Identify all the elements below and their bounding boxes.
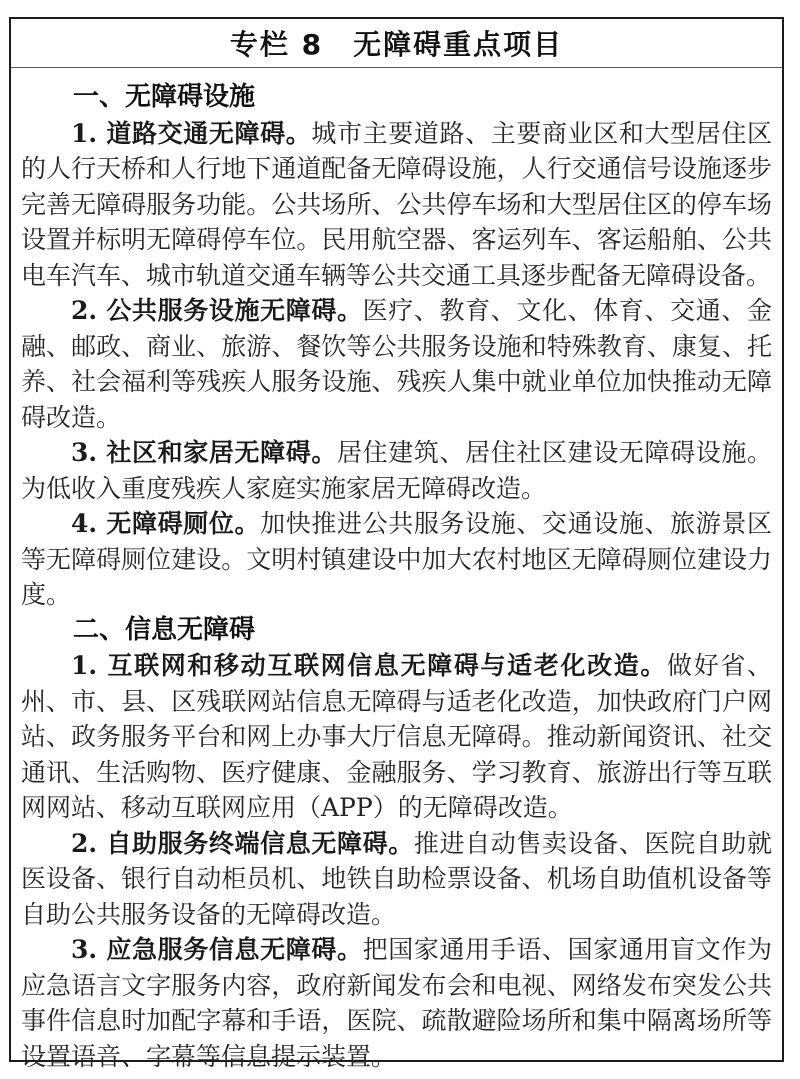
item-paragraph xyxy=(21,826,772,933)
panel-body xyxy=(11,68,782,1074)
item-body: 推进自动售卖设备、医院自助就医设备、银行自动柜员机、地铁自助检票设备、机场自助值机设备等自助公共服务设备的无障碍改造。 xyxy=(21,828,772,929)
section-heading: 一、无障碍设施 xyxy=(73,82,256,112)
item-paragraph xyxy=(21,435,772,506)
panel-title: 专栏 8 无障碍重点项目 xyxy=(229,28,564,61)
item-body: 居住建筑、居住社区建设无障碍设施。为低收入重度残疾人家庭实施家居无障碍改造。 xyxy=(21,438,772,503)
item-lead: 3. 应急服务信息无障碍。 xyxy=(71,935,363,964)
item-body: 做好省、州、市、县、区残联网站信息无障碍与适老化改造，加快政府门户网站、政务服务平台和网上办事大厅信息无障碍。推动新闻资讯、社交通讯、生活购物、医疗健康、金融服务、学习教育、旅游出行等互联网网站、移动互联网应用（APP）的无障碍改造。 xyxy=(21,651,772,822)
item-body: 城市主要道路、主要商业区和大型居住区的人行天桥和人行地下通道配备无障碍设施，人行交通信号设施逐步完善无障碍服务功能。公共场所、公共停车场和大型居住区的停车场设置并标明无障碍停车位。民用航空器、客运列车、客运船舶、公共电车汽车、城市轨道交通车辆等公共交通工具逐步配备无障碍设备。 xyxy=(21,118,772,290)
item-lead: 4. 无障碍厕位。 xyxy=(71,509,261,538)
item-lead: 2. 公共服务设施无障碍。 xyxy=(71,296,363,325)
panel-title-bar xyxy=(11,19,782,68)
item-lead: 2. 自助服务终端信息无障碍。 xyxy=(71,828,414,858)
item-body: 把国家通用手语、国家通用盲文作为应急语言文字服务内容，政府新闻发布会和电视、网络发布突发公共事件信息时加配字幕和手语，医院、疏散避险场所和集中隔离场所等设置语音、字幕等信息提示装置。 xyxy=(21,935,772,1071)
item-paragraph xyxy=(21,293,772,435)
item-lead: 3. 社区和家居无障碍。 xyxy=(71,438,338,467)
item-paragraph xyxy=(21,648,772,826)
item-paragraph xyxy=(21,932,772,1074)
column-panel xyxy=(9,17,784,1071)
item-paragraph xyxy=(21,116,772,294)
item-lead: 1. 互联网和移动互联网信息无障碍与适老化改造。 xyxy=(71,651,668,680)
item-lead: 1. 道路交通无障碍。 xyxy=(71,118,312,148)
item-body: 医疗、教育、文化、体育、交通、金融、邮政、商业、旅游、餐饮等公共服务设施和特殊教育、康复、托养、社会福利等残疾人服务设施、残疾人集中就业单位加快推动无障碍改造。 xyxy=(21,296,772,432)
item-paragraph xyxy=(21,506,772,613)
section-heading: 二、信息无障碍 xyxy=(73,614,256,645)
item-body: 加快推进公共服务设施、交通设施、旅游景区等无障碍厕位建设。文明村镇建设中加大农村地区无障碍厕位建设力度。 xyxy=(21,509,772,609)
